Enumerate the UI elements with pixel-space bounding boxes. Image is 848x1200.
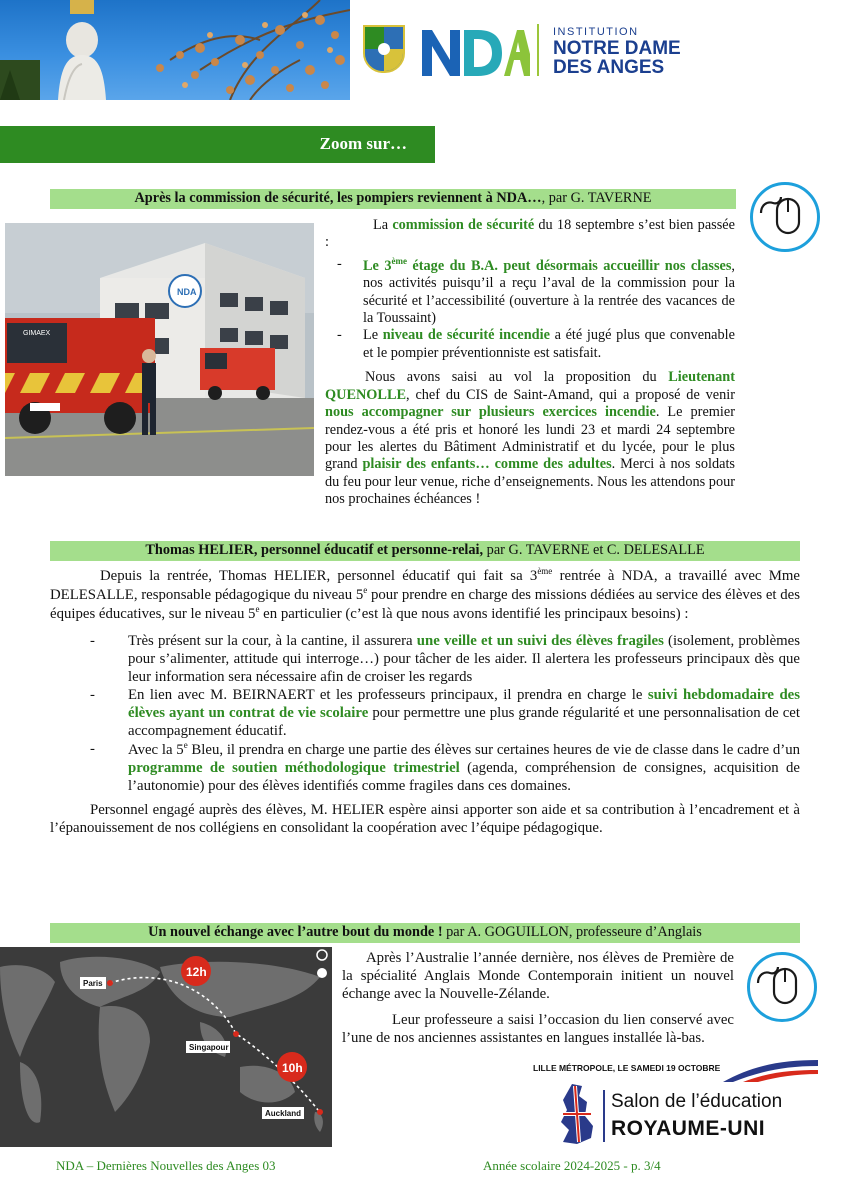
flight-time-badge-2: 10h <box>282 1061 303 1075</box>
salon-education-banner[interactable] <box>533 1060 823 1150</box>
world-map <box>0 947 332 1147</box>
section1-intro: La commission de sécurité du 18 septembre s’est bien passée : <box>325 217 735 251</box>
flight-time-badge-1: 12h <box>186 965 207 979</box>
salon-date: LILLE MÉTROPOLE, LE SAMEDI 19 OCTOBRE <box>533 1063 721 1073</box>
salon-country: ROYAUME-UNI <box>611 1117 766 1140</box>
section3-body <box>342 949 734 1047</box>
list-item: - Le niveau de sécurité incendie a été jugé plus que convenable et le pompier préventionniste est satisfait. <box>325 327 735 362</box>
map-city-paris: Paris <box>83 979 103 988</box>
institution-name-line1: NOTRE DAME <box>553 38 681 59</box>
mouse-icon-2[interactable] <box>747 952 817 1022</box>
map-city-singapour: Singapour <box>189 1043 229 1052</box>
footer-left: NDA – Dernières Nouvelles des Anges 03 <box>56 1158 276 1173</box>
section2-title: Thomas HELIER, personnel éducatif et personne-relai, <box>145 542 484 558</box>
section3-title-bar <box>50 923 800 943</box>
salon-swoosh-icon <box>723 1060 818 1082</box>
uk-map-icon <box>557 1082 597 1146</box>
section2-byline: par G. TAVERNE et C. DELESALLE <box>483 542 705 558</box>
section1-title: Après la commission de sécurité, les pompiers reviennent à NDA… <box>134 190 542 206</box>
section2-title-bar <box>50 541 800 561</box>
mouse-icon[interactable] <box>750 182 820 252</box>
section3-title: Un nouvel échange avec l’autre bout du monde ! <box>148 924 443 940</box>
nda-logo <box>420 24 530 80</box>
list-item: - Le 3ème étage du B.A. peut désormais accueillir nos classes, nos activités puisqu’il a reçu l’aval de la commission pour la sécurité et l’accessibilité (ouverture à la rentrée des vacances de la Toussaint) <box>325 256 735 328</box>
map-city-auckland: Auckland <box>265 1109 302 1118</box>
list-item: - Très présent sur la cour, à la cantine, il assurera une veille et un suivi des élèves fragiles (isolement, problèmes pour s’alimenter, attitude qui interroge…) pour tâcher de les aider. Il alertera les professeurs principaux dès que leur information sera nécessaire afin de croiser les regards <box>78 632 800 686</box>
statue-photo <box>0 0 350 100</box>
section2-intro: Depuis la rentrée, Thomas HELIER, personnel éducatif qui fait sa 3ème rentrée à NDA, a travaillé avec Mme DELESALLE, responsable pédagogique du niveau 5e pour prendre en charge des missions dédiées au service des élèves et des équipes éducatives, sur le niveau 5e en particulier (c’est là que nous avons identifié les principaux besoins) : <box>50 566 800 622</box>
zoom-banner: Zoom sur… <box>0 126 435 163</box>
truck-label: GIMAEX <box>23 330 51 337</box>
section2-list <box>50 632 800 795</box>
section2-conclusion: Personnel engagé auprès des élèves, M. HELIER espère ainsi apporter son aide et sa contribution à l’encadrement et à l’épanouissement de nos collégiens en consolidant la coopération avec l’équipe pédagogique. <box>50 802 800 837</box>
salon-title: Salon de l’éducation <box>611 1091 783 1112</box>
crest-icon <box>363 25 405 73</box>
section1-list <box>325 256 735 362</box>
svg-text:NDA: NDA <box>177 287 197 297</box>
firefighters-photo <box>5 223 314 476</box>
institution-name-line2: DES ANGES <box>553 57 665 79</box>
section1-title-bar <box>50 189 736 209</box>
section3-paragraph2: Leur professeure a saisi l’occasion du lien conservé avec l’une de nos anciennes assistantes en langues installée là-bas. <box>342 1012 734 1047</box>
section3-paragraph1: Après l’Australie l’année dernière, nos élèves de Première de la spécialité Anglais Monde Contemporain initient un nouvel échange avec la Nouvelle-Zélande. <box>342 950 734 1003</box>
section1-body <box>325 217 735 509</box>
section2-body <box>50 566 800 837</box>
section3-byline: par A. GOGUILLON, professeure d’Anglais <box>442 924 702 940</box>
institution-label: INSTITUTION <box>553 26 639 38</box>
security-commission-highlight: commission de sécurité <box>392 217 535 233</box>
footer-right: Année scolaire 2024-2025 - p. 3/4 <box>483 1158 661 1173</box>
salon-divider <box>603 1090 605 1142</box>
institution-name <box>553 39 681 78</box>
list-item: - En lien avec M. BEIRNAERT et les professeurs principaux, il prendra en charge le suivi hebdomadaire des élèves ayant un contrat de vie scolaire pour permettre une plus grande régularité et une personnalisation de cet accompagnement éducatif. <box>78 686 800 740</box>
header-photo <box>0 0 350 100</box>
section1-byline: , par G. TAVERNE <box>541 190 652 206</box>
map-dot-icon <box>317 968 327 978</box>
section1-paragraph: Nous avons saisi au vol la proposition du Lieutenant QUENOLLE, chef du CIS de Saint-Amand, qui a proposé de venir nous accompagner sur plusieurs exercices incendie. Le premier rendez-vous a été pris et honoré les lundi 23 et mardi 24 septembre pour les alertes du Bâtiment Administratif et du lycée, pour le plus grand plaisir des enfants… comme des adultes. Merci à nos soldats du feu pour leur venue, riche d’enseignements. Nous les attendons pour nos prochaines échéances ! <box>325 369 735 508</box>
list-item: - Avec la 5e Bleu, il prendra en charge une partie des élèves sur certaines heures de vie de classe dans le cadre d’un programme de soutien méthodologique trimestriel (agenda, compréhension de consignes, acquisition de l’autonomie) pour des élèves identifiés comme fragiles dans ces domaines. <box>78 740 800 795</box>
logo-divider <box>537 24 539 76</box>
